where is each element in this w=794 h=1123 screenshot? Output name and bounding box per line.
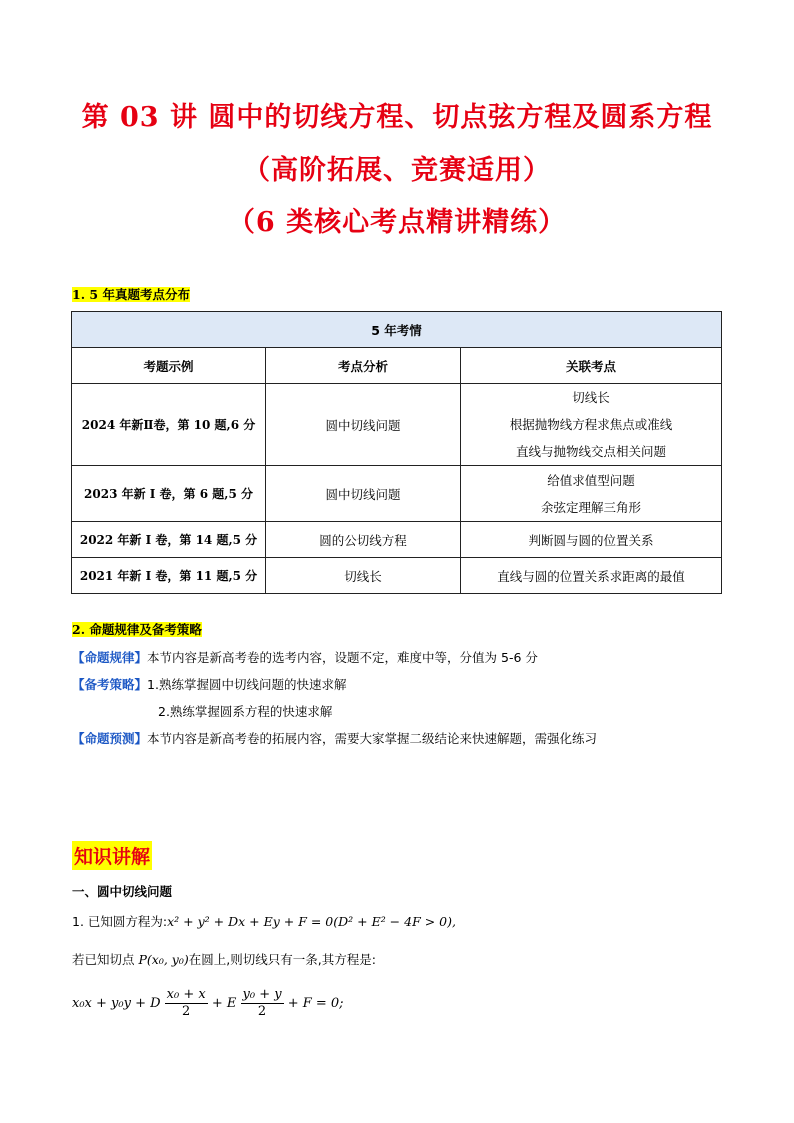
section-1-heading-text: 1. 5 年真题考点分布 (72, 287, 190, 302)
item-1-prefix: 1. 已知圆方程为: (72, 914, 168, 929)
fraction-x (165, 987, 208, 1020)
knowledge-item-1 (72, 912, 456, 930)
section-2-heading (72, 620, 202, 638)
row-related (461, 558, 722, 594)
table-row (72, 558, 722, 594)
title-line-2: （高阶拓展、竞赛适用） (243, 155, 551, 186)
related-item: 判断圆与圆的位置关系 (528, 532, 654, 548)
rule-label: 【命题规律】 (72, 650, 148, 665)
table-header-analysis: 考点分析 (266, 348, 461, 384)
row-analysis: 圆的公切线方程 (266, 522, 461, 558)
knowledge-item-2 (72, 950, 376, 968)
tangent-formula (72, 987, 344, 1020)
fraction-x-numerator: x₀ + x (166, 987, 206, 1002)
section-1-heading (72, 285, 190, 303)
predict-label: 【命题预测】 (72, 731, 148, 746)
row-example: 2023 年新 I 卷，第 6 题,5 分 (72, 466, 266, 522)
predict-text: 本节内容是新高考卷的拓展内容，需要大家掌握二级结论来快速解题，需强化练习 (147, 731, 598, 746)
strategy-label: 【备考策略】 (72, 677, 148, 692)
formula-part-a: x₀x + y₀y + D (72, 996, 161, 1011)
row-analysis: 切线长 (266, 558, 461, 594)
formula-part-b: + E (211, 996, 237, 1011)
row-related (461, 466, 722, 522)
table-header-example: 考题示例 (72, 348, 266, 384)
row-example: 2021 年新 I 卷，第 11 题,5 分 (72, 558, 266, 594)
section-2-heading-text: 2. 命题规律及备考策略 (72, 622, 202, 637)
strategy-text-2: 2.熟练掌握圆系方程的快速求解 (158, 704, 333, 719)
row-analysis: 圆中切线问题 (266, 466, 461, 522)
title-line-1: 第 03 讲 圆中的切线方程、切点弦方程及圆系方程 (81, 102, 713, 133)
exam-distribution-table (71, 311, 722, 594)
fraction-x-denominator: 2 (182, 1004, 191, 1019)
row-analysis: 圆中切线问题 (266, 384, 461, 466)
formula-part-c: + F = 0; (287, 996, 344, 1011)
item-2-prefix: 若已知切点 (72, 952, 135, 967)
related-item: 直线与抛物线交点相关问题 (515, 444, 666, 459)
table-row (72, 466, 722, 522)
related-item: 根据抛物线方程求焦点或准线 (509, 417, 673, 432)
table-row (72, 384, 722, 466)
knowledge-heading: 知识讲解 (72, 841, 152, 870)
row-related (461, 384, 722, 466)
fraction-y (241, 987, 284, 1020)
table-header-related: 关联考点 (461, 348, 722, 384)
related-item: 余弦定理解三角形 (540, 499, 641, 515)
table-row (72, 522, 722, 558)
fraction-y-numerator: y₀ + y (242, 987, 282, 1002)
row-related (461, 522, 722, 558)
tangent-point: P(x₀, y₀) (138, 952, 189, 967)
title-line-3: （6 类核心考点精讲精练） (227, 207, 567, 238)
fraction-y-denominator: 2 (257, 1004, 267, 1019)
row-example: 2022 年新 I 卷，第 14 题,5 分 (72, 522, 266, 558)
related-item: 直线与圆的位置关系求距离的最值 (497, 568, 685, 584)
related-item: 切线长 (572, 390, 610, 405)
circle-equation: x² + y² + Dx + Ey + F = 0(D² + E² − 4F > 0), (167, 914, 456, 929)
strategy-line-2 (158, 702, 332, 720)
predict-line (72, 729, 597, 747)
strategy-line-1 (72, 675, 346, 693)
knowledge-sub-heading: 一、圆中切线问题 (72, 884, 173, 899)
table-caption: 5 年考情 (72, 312, 722, 348)
related-item: 给值求值型问题 (547, 472, 635, 488)
row-example: 2024 年新Ⅱ卷，第 10 题,6 分 (72, 384, 266, 466)
rule-line (72, 648, 538, 666)
rule-text: 本节内容是新高考卷的选考内容，设题不定，难度中等，分值为 5-6 分 (147, 650, 538, 665)
strategy-text-1: 1.熟练掌握圆中切线问题的快速求解 (147, 677, 347, 692)
item-2-suffix: 在圆上,则切线只有一条,其方程是: (188, 952, 376, 967)
